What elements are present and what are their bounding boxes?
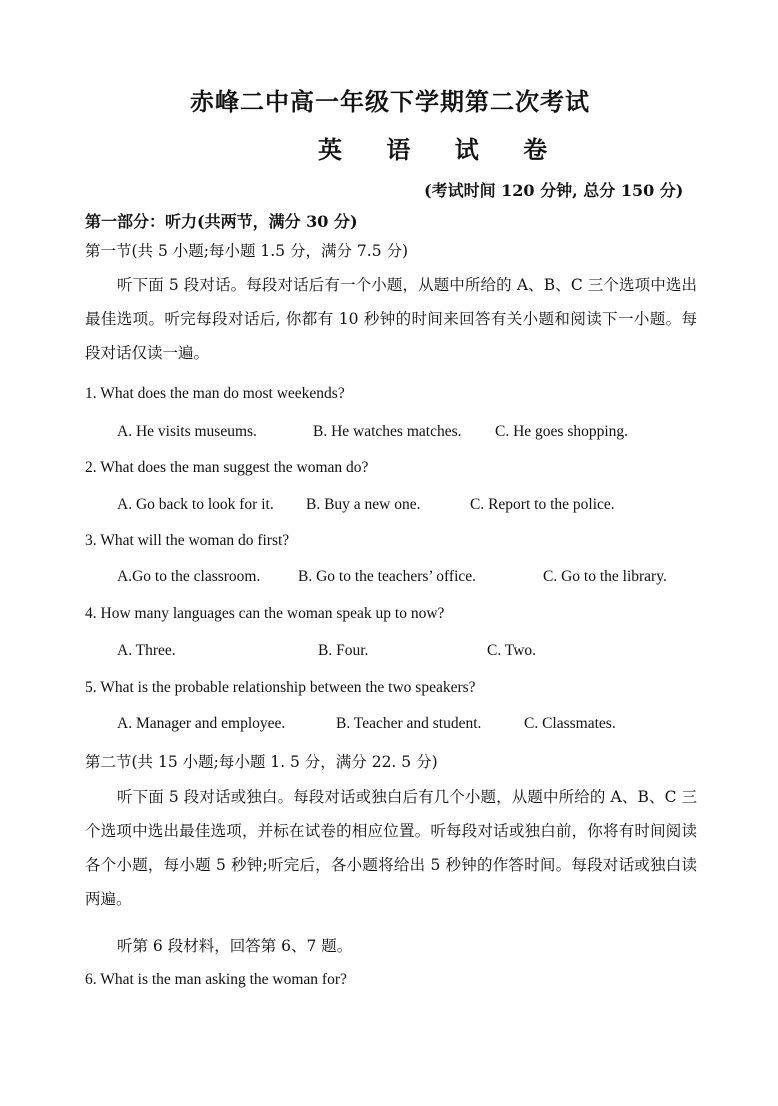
q4-option-c: C. Two. [487,642,537,659]
question-1: 1. What does the man do most weekends? [85,385,345,402]
q1-option-a: A. He visits museums. [117,423,257,440]
q5-option-b: B. Teacher and student. [336,715,482,732]
q1-option-c: C. He goes shopping. [495,423,629,440]
q1-option-b: B. He watches matches. [313,423,462,440]
q3-option-c: C. Go to the library. [543,568,667,585]
material-note: 听第 6 段材料，回答第 6、7 题。 [117,937,353,955]
question-4: 4. How many languages can the woman speak up to now? [85,605,445,622]
question-5: 5. What is the probable relationship between the two speakers? [85,679,476,696]
q5-option-a: A. Manager and employee. [117,715,286,732]
question-3: 3. What will the woman do first? [85,532,290,549]
q2-option-a: A. Go back to look for it. [117,496,274,513]
section1-heading: 第一节(共 5 小题;每小题 1.5 分，满分 7.5 分) [85,242,409,260]
q5-option-c: C. Classmates. [524,715,616,732]
q3-option-a: A.Go to the classroom. [117,568,261,585]
question-6: 6. What is the man asking the woman for? [85,971,347,988]
page-subtitle: 英 语 试 卷 [318,135,566,164]
section1-instructions: 听下面 5 段对话。每段对话后有一个小题，从题中所给的 A、B、C 三个选项中选出最佳选项。听完每段对话后, 你都有 10 秒钟的时间来回答有关小题和阅读下一小题。每段对话仅读一遍。 [85,276,697,362]
q4-option-b: B. Four. [318,642,369,659]
q2-option-c: C. Report to the police. [470,496,615,513]
exam-info: (考试时间 120 分钟, 总分 150 分) [424,181,684,200]
question-2: 2. What does the man suggest the woman do? [85,459,369,476]
section2-instructions: 听下面 5 段对话或独白。每段对话或独白后有几个小题，从题中所给的 A、B、C 三个选项中选出最佳选项，并标在试卷的相应位置。听每段对话或独白前，你将有时间阅读各个小题，每小题 5 秒钟;听完后，各小题将给出 5 秒钟的作答时间。每段对话或独白读两遍。 [85,788,697,908]
q4-option-a: A. Three. [117,642,176,659]
q3-option-b: B. Go to the teachers’ office. [298,568,477,585]
section2-heading: 第二节(共 15 小题;每小题 1. 5 分，满分 22. 5 分) [85,753,438,771]
q2-option-b: B. Buy a new one. [306,496,421,513]
part1-heading: 第一部分：听力(共两节，满分 30 分) [85,212,358,231]
page-title: 赤峰二中高一年级下学期第二次考试 [190,87,590,116]
